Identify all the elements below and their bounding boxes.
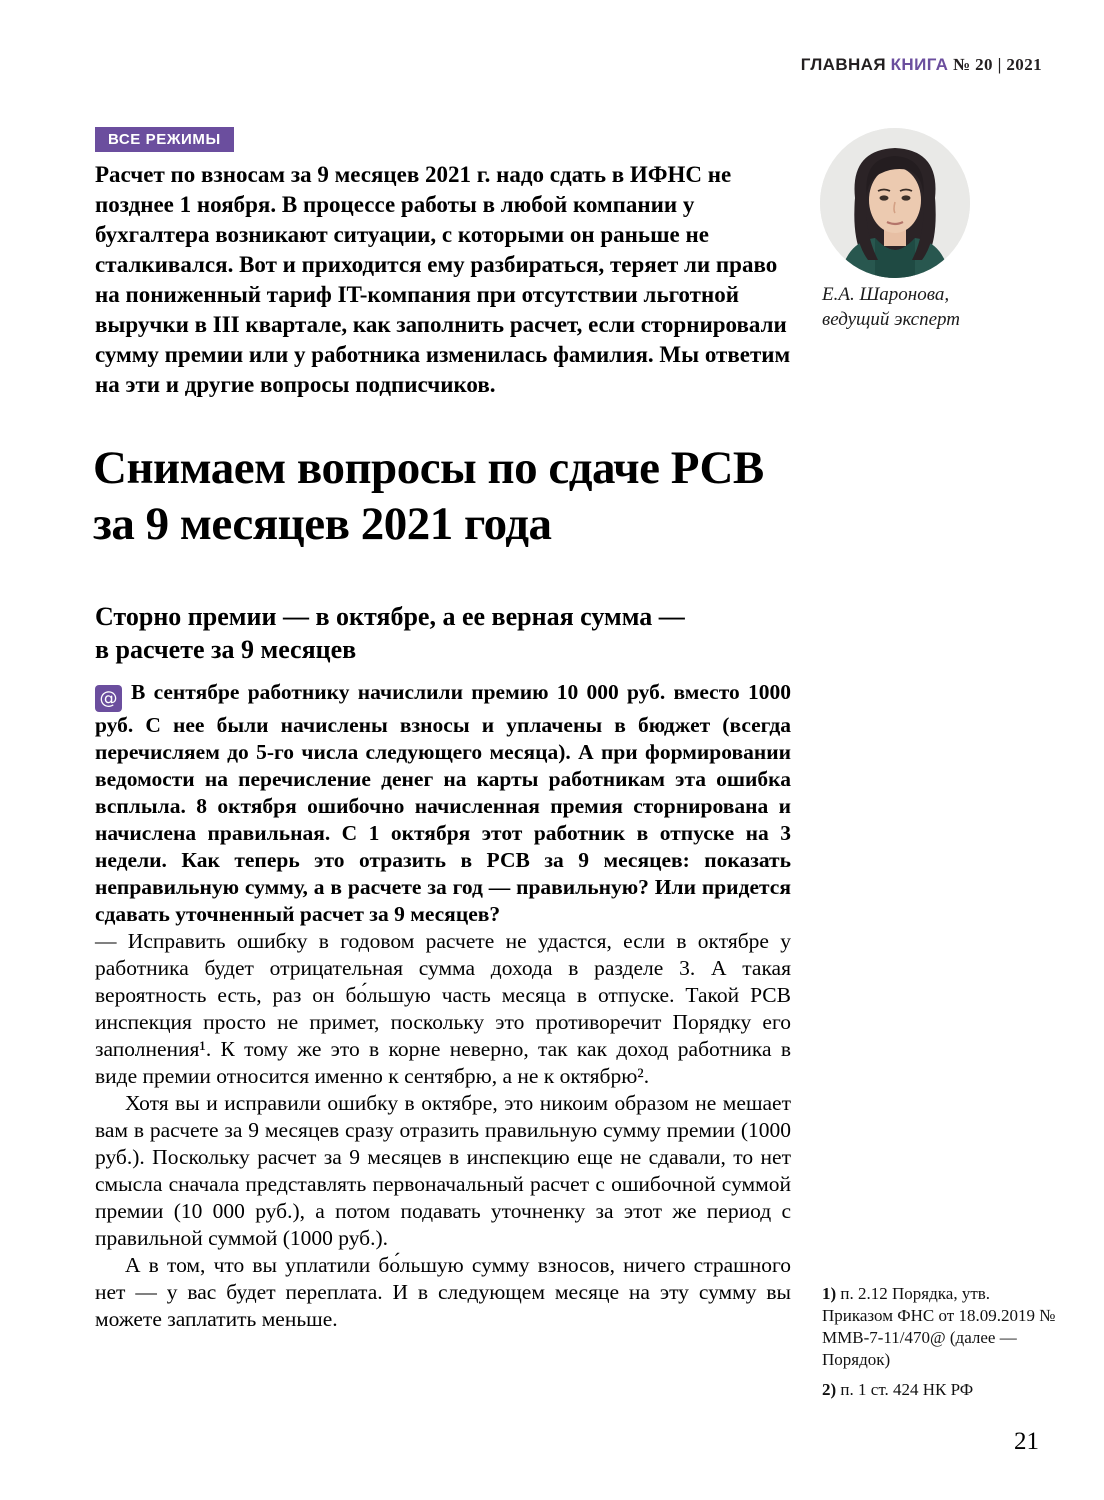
section-heading-line2: в расчете за 9 месяцев — [95, 635, 357, 664]
magazine-issue: № 20 | 2021 — [953, 55, 1042, 74]
article-title-line1: Снимаем вопросы по сдаче РСВ — [93, 442, 764, 494]
magazine-header — [801, 55, 1042, 75]
author-photo — [820, 128, 970, 278]
page-number: 21 — [1014, 1428, 1039, 1455]
article-lead: Расчет по взносам за 9 месяцев 2021 г. надо сдать в ИФНС не позднее 1 ноября. В процессе работы в любой компании у бухгалтера возникают ситуации, с которыми он раньше не сталкивался. Вот и приходится ему разбираться, теряет ли право на пониженный тариф IT-компания при отсутствии льготной выручки в III квартале, как заполнить расчет, если сторнировали сумму премии или у работника изменилась фамилия. Мы ответим на эти и другие вопросы подписчиков. — [95, 162, 791, 397]
footnote-1-marker: 1) — [822, 1284, 837, 1303]
section-heading — [95, 600, 855, 666]
magazine-name-part1: ГЛАВНАЯ — [800, 55, 886, 74]
reader-question — [95, 679, 791, 928]
footnote-1 — [822, 1283, 1062, 1371]
footnotes — [822, 1283, 1062, 1409]
footnote-1-text: п. 2.12 Порядка, утв. Приказом ФНС от 18.09.2019 № ММВ-7-11/470@ (далее — Порядок) — [822, 1284, 1056, 1369]
footnote-2 — [822, 1379, 1062, 1401]
article-title-line2: за 9 месяцев 2021 года — [93, 498, 552, 550]
expert-answer — [95, 928, 791, 1333]
answer-paragraph: А в том, что вы уплатили бо́льшую сумму взносов, ничего страшного нет — у вас будет переплата. И в следующем месяце на эту сумму вы можете заплатить меньше. — [95, 1253, 791, 1331]
article-title — [93, 440, 1013, 552]
article-body — [95, 679, 791, 1333]
section-heading-line1: Сторно премии — в октябре, а ее верная сумма — — [95, 602, 685, 631]
reader-letter-icon: @ — [95, 685, 122, 712]
author-caption — [822, 282, 1062, 332]
tax-regime-badge: ВСЕ РЕЖИМЫ — [95, 127, 234, 152]
reader-question-text: В сентябре работнику начислили премию 10 000 руб. вместо 1000 руб. С нее были начислены взносы и уплачены в бюджет (всегда перечисляем до 5-го числа следующего месяца). А при формировании ведомости на перечисление денег на карты работникам эта ошибка всплыла. 8 октября ошибочно начисленная премия сторнирована и начислена правильная. С 1 октября этот работник в отпуске на 3 недели. Как теперь это отразить в РСВ за 9 месяцев: показать неправильную сумму, а в расчете за год — правильную? Или придется сдавать уточненный расчет за 9 месяцев? — [95, 680, 791, 926]
answer-paragraph: — Исправить ошибку в годовом расчете не удастся, если в октябре у работника будет отрицательная сумма дохода в разделе 3. А такая вероятность есть, раз он бо́льшую часть месяца в отпуске. Такой РСВ инспекция просто не примет, поскольку это противоречит Порядку его заполнения¹. К тому же это в корне неверно, так как доход работника в виде премии относится именно к сентябрю, а не к октябрю². — [95, 929, 791, 1088]
magazine-name-part2: КНИГА — [890, 55, 949, 74]
author-role: ведущий эксперт — [822, 309, 960, 330]
author-name: Е.А. Шаронова, — [822, 284, 950, 305]
answer-paragraph: Хотя вы и исправили ошибку в октябре, это никоим образом не мешает вам в расчете за 9 месяцев сразу отразить правильную сумму премии (1000 руб.). Поскольку расчет за 9 месяцев в инспекцию еще не сдавали, то нет смысла сначала представлять первоначальный расчет с ошибочной суммой премии (10 000 руб.), а потом подавать уточненку за этот же период с правильной суммой (1000 руб.). — [95, 1091, 791, 1250]
footnote-2-text: п. 1 ст. 424 НК РФ — [836, 1380, 974, 1399]
portrait-of-woman-illustration — [820, 128, 970, 278]
footnote-2-marker: 2) — [822, 1380, 837, 1399]
